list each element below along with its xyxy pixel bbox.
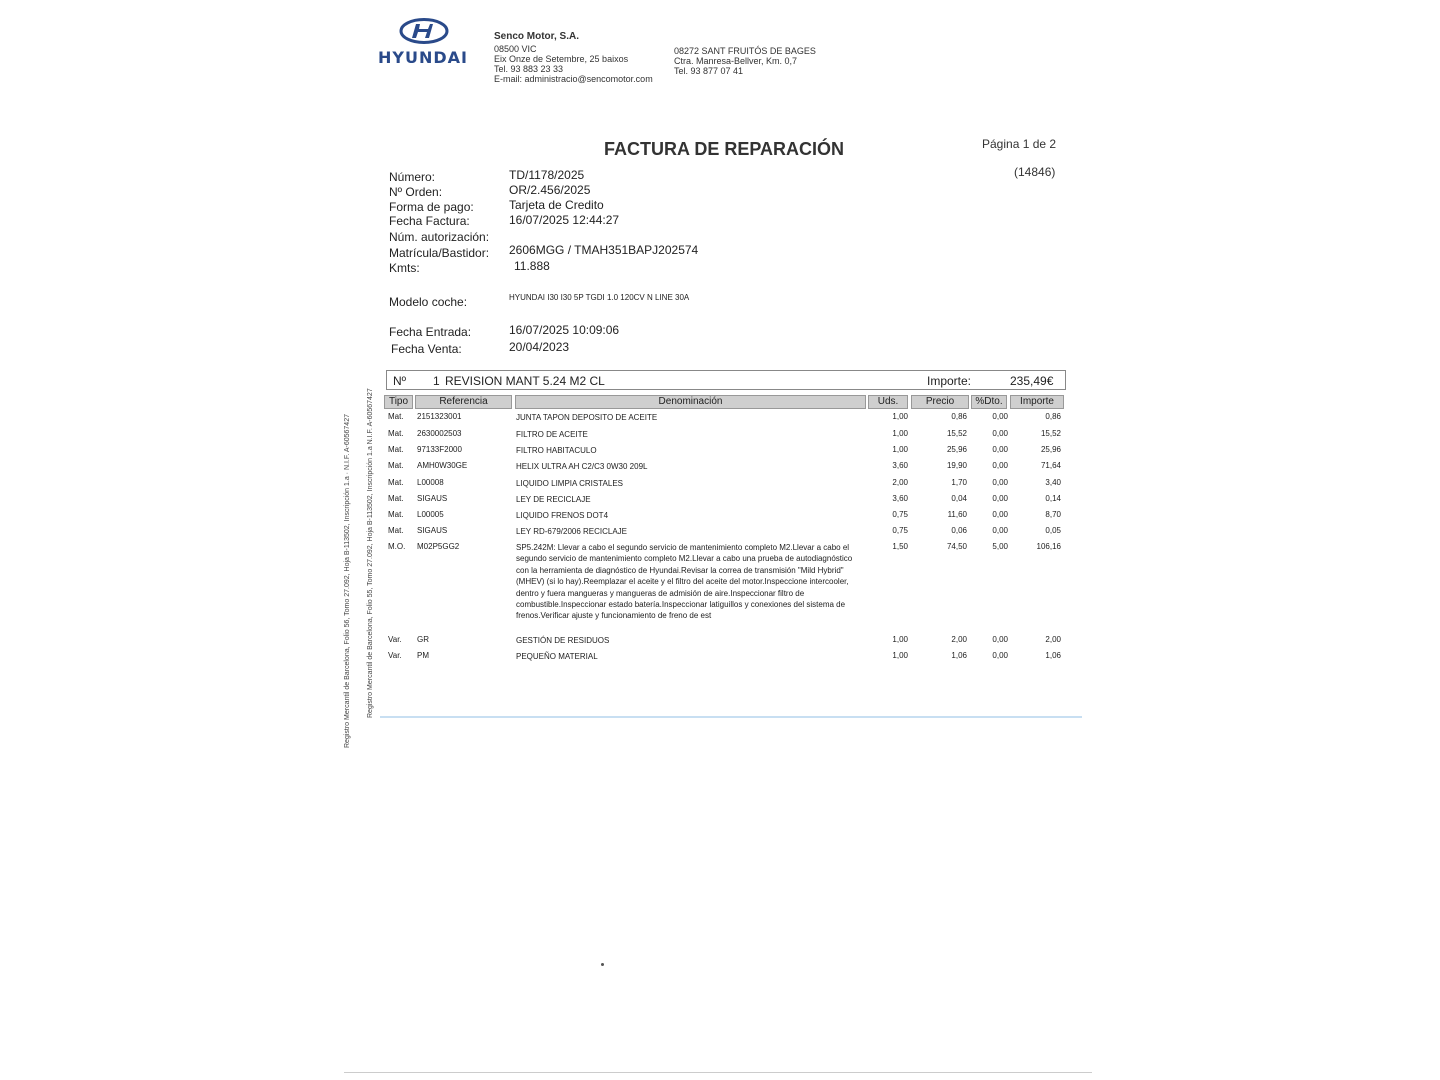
- company-block-left: [494, 32, 653, 84]
- line-importe: 3,40: [1045, 478, 1061, 487]
- line-precio: 11,60: [947, 510, 967, 519]
- line-ref: L00008: [417, 478, 444, 487]
- autorizacion-label: Núm. autorización:: [389, 230, 490, 244]
- table-bottom-rule: [380, 716, 1082, 718]
- col-importe: Importe: [1010, 395, 1064, 409]
- col-precio: Precio: [911, 395, 969, 409]
- matricula-value: 2606MGG / TMAH351BAPJ202574: [509, 243, 699, 257]
- line-dto: 0,00: [992, 478, 1008, 487]
- line-ref: GR: [417, 635, 429, 644]
- line-importe: 2,00: [1045, 635, 1061, 644]
- modelo-label: Modelo coche:: [389, 295, 468, 309]
- line-denominacion: FILTRO HABITACULO: [516, 446, 597, 455]
- page-bottom-rule: [344, 1072, 1092, 1073]
- branch-address-line: Ctra. Manresa-Bellver, Km. 0,7: [674, 56, 798, 66]
- line-uds: 1,00: [892, 429, 908, 438]
- company-address-line: 08500 VIC: [494, 44, 537, 54]
- company-email: E-mail: administracio@sencomotor.com: [494, 74, 653, 84]
- line-ref: 97133F2000: [417, 445, 462, 454]
- col-dto: %Dto.: [971, 395, 1007, 409]
- line-tipo: Mat.: [388, 510, 404, 519]
- line-uds: 3,60: [892, 461, 908, 470]
- company-phone: Tel. 93 883 23 33: [494, 64, 564, 74]
- fecha-factura-value: 16/07/2025 12:44:27: [509, 213, 620, 227]
- line-importe: 71,64: [1040, 461, 1061, 470]
- line-ref: M02P5GG2: [417, 542, 460, 551]
- line-uds: 1,00: [892, 412, 908, 421]
- line-uds: 0,75: [892, 510, 908, 519]
- branch-address-line: 08272 SANT FRUITÓS DE BAGES: [674, 46, 816, 56]
- line-importe: 15,52: [1040, 429, 1061, 438]
- company-block-right: [674, 46, 816, 76]
- line-denominacion: SP5.242M: Llevar a cabo el segundo servicio de mantenimiento completo M2.Llevar a cabo el segundo servicio de mantenimiento completo M2.Llevar a cabo una prueba de autodiagnóstico con la herramienta de diagnóstico de Hyundai.Revisar la correa de transmisión "Mild Hybrid" (MHEV) (si lo hay).Reemplazar el aceite y el filtro del aceite del motor.Inspeccione intercooler, dentro y fuera mangueras y mangueras de admisión de aire.Inspeccionar filtro de combustible.Inspeccionar estado batería.Inspeccionar latiguillos y conexiones del sistema de frenos.Verificar ajuste y funcionamiento de freno de est: [516, 543, 853, 621]
- line-dto: 0,00: [992, 461, 1008, 470]
- document-ref-number: (14846): [1014, 165, 1056, 179]
- col-referencia: Referencia: [415, 395, 512, 409]
- line-ref: PM: [417, 651, 429, 660]
- line-tipo: Mat.: [388, 429, 404, 438]
- line-importe: 8,70: [1045, 510, 1061, 519]
- line-precio: 0,06: [951, 526, 967, 535]
- line-denominacion: LEY RD-679/2006 RECICLAJE: [516, 527, 628, 536]
- line-uds: 2,00: [892, 478, 908, 487]
- line-ref: 2151323001: [417, 412, 462, 421]
- fecha-entrada-label: Fecha Entrada:: [389, 325, 472, 339]
- line-tipo: Mat.: [388, 445, 404, 454]
- kmts-label: Kmts:: [389, 261, 420, 275]
- line-precio: 1,70: [951, 478, 967, 487]
- section-importe: 235,49€: [1010, 374, 1054, 388]
- line-denominacion: FILTRO DE ACEITE: [516, 430, 588, 439]
- registry-note: Registro Mercantil de Barcelona, Folio 55, Tomo 27.092, Hoja B-113502, Inscripción 1.a N.I.F. A-60567427: [367, 388, 374, 718]
- modelo-value: HYUNDAI I30 I30 5P TGDI 1.0 120CV N LINE 30A: [509, 293, 690, 302]
- hyundai-logo-icon: [399, 18, 449, 44]
- line-ref: L00005: [417, 510, 444, 519]
- line-tipo: Mat.: [388, 478, 404, 487]
- line-dto: 0,00: [992, 510, 1008, 519]
- line-uds: 1,50: [892, 542, 908, 551]
- page-indicator: Página 1 de 2: [982, 137, 1057, 151]
- line-precio: 25,96: [946, 445, 967, 454]
- hyundai-logo: [378, 18, 470, 68]
- registry-note: Registro Mercantil de Barcelona, Folio 56, Tomo 27.092, Hoja B-113502, Inscripción 1.a · N.I.F. A-60567427: [344, 414, 351, 748]
- line-dto: 0,00: [992, 494, 1008, 503]
- section-number-label: Nº: [393, 374, 407, 388]
- line-denominacion: LIQUIDO FRENOS DOT4: [516, 511, 609, 520]
- fecha-venta-value: 20/04/2023: [509, 340, 570, 354]
- line-precio: 0,04: [951, 494, 967, 503]
- section-header: [386, 370, 1066, 390]
- fecha-entrada-value: 16/07/2025 10:09:06: [509, 323, 620, 337]
- line-tipo: M.O.: [388, 542, 406, 551]
- fecha-factura-label: Fecha Factura:: [389, 214, 470, 228]
- line-precio: 0,86: [951, 412, 967, 421]
- col-denominacion: Denominación: [515, 395, 866, 409]
- line-dto: 0,00: [992, 445, 1008, 454]
- section-title: REVISION MANT 5.24 M2 CL: [445, 374, 605, 388]
- line-uds: 1,00: [892, 445, 908, 454]
- line-ref: 2630002503: [417, 429, 462, 438]
- line-importe: 0,14: [1045, 494, 1061, 503]
- line-importe: 106,16: [1036, 542, 1061, 551]
- line-importe: 0,05: [1045, 526, 1061, 535]
- scan-speck: [601, 963, 604, 966]
- pago-label: Forma de pago:: [389, 200, 474, 214]
- line-denominacion: LEY DE RECICLAJE: [516, 495, 591, 504]
- line-tipo: Mat.: [388, 526, 404, 535]
- line-dto: 0,00: [992, 635, 1008, 644]
- section-importe-label: Importe:: [927, 374, 972, 388]
- line-denominacion: HELIX ULTRA AH C2/C3 0W30 209L: [516, 462, 648, 471]
- line-importe: 25,96: [1040, 445, 1061, 454]
- section-number: 1: [433, 374, 440, 388]
- company-name: Senco Motor, S.A.: [494, 31, 580, 42]
- line-uds: 1,00: [892, 635, 908, 644]
- line-precio: 2,00: [951, 635, 967, 644]
- orden-value: OR/2.456/2025: [509, 183, 591, 197]
- line-denominacion: PEQUEÑO MATERIAL: [516, 652, 598, 661]
- line-denominacion: JUNTA TAPON DEPOSITO DE ACEITE: [516, 413, 658, 422]
- numero-value: TD/1178/2025: [509, 168, 585, 182]
- document-title: FACTURA DE REPARACIÓN: [604, 139, 845, 159]
- line-precio: 74,50: [946, 542, 967, 551]
- line-precio: 1,06: [951, 651, 967, 660]
- pago-value: Tarjeta de Credito: [509, 198, 604, 212]
- col-tipo: Tipo: [384, 395, 413, 409]
- line-importe: 0,86: [1045, 412, 1061, 421]
- kmts-value: 11.888: [514, 259, 550, 273]
- col-uds: Uds.: [868, 395, 908, 409]
- line-uds: 1,00: [892, 651, 908, 660]
- line-dto: 0,00: [992, 429, 1008, 438]
- line-importe: 1,06: [1045, 651, 1061, 660]
- line-tipo: Var.: [388, 651, 402, 660]
- line-precio: 19,90: [946, 461, 967, 470]
- line-denominacion: GESTIÓN DE RESIDUOS: [516, 636, 610, 645]
- line-dto: 5,00: [992, 542, 1008, 551]
- line-ref: SIGAUS: [417, 494, 448, 503]
- line-denominacion: LIQUIDO LIMPIA CRISTALES: [516, 479, 623, 488]
- line-tipo: Var.: [388, 635, 402, 644]
- line-dto: 0,00: [992, 526, 1008, 535]
- matricula-label: Matrícula/Bastidor:: [389, 246, 490, 260]
- line-ref: SIGAUS: [417, 526, 448, 535]
- line-ref: AMH0W30GE: [417, 461, 468, 470]
- numero-label: Número:: [389, 170, 436, 184]
- line-uds: 3,60: [892, 494, 908, 503]
- line-uds: 0,75: [892, 526, 908, 535]
- line-tipo: Mat.: [388, 494, 404, 503]
- line-tipo: Mat.: [388, 412, 404, 421]
- orden-label: Nº Orden:: [389, 185, 443, 199]
- branch-phone: Tel. 93 877 07 41: [674, 66, 744, 76]
- line-precio: 15,52: [946, 429, 967, 438]
- brand-wordmark: HYUNDAI: [378, 48, 468, 67]
- company-address-line: Eix Onze de Setembre, 25 baixos: [494, 54, 629, 64]
- line-dto: 0,00: [992, 651, 1008, 660]
- fecha-venta-label: Fecha Venta:: [391, 342, 462, 356]
- line-dto: 0,00: [992, 412, 1008, 421]
- line-tipo: Mat.: [388, 461, 404, 470]
